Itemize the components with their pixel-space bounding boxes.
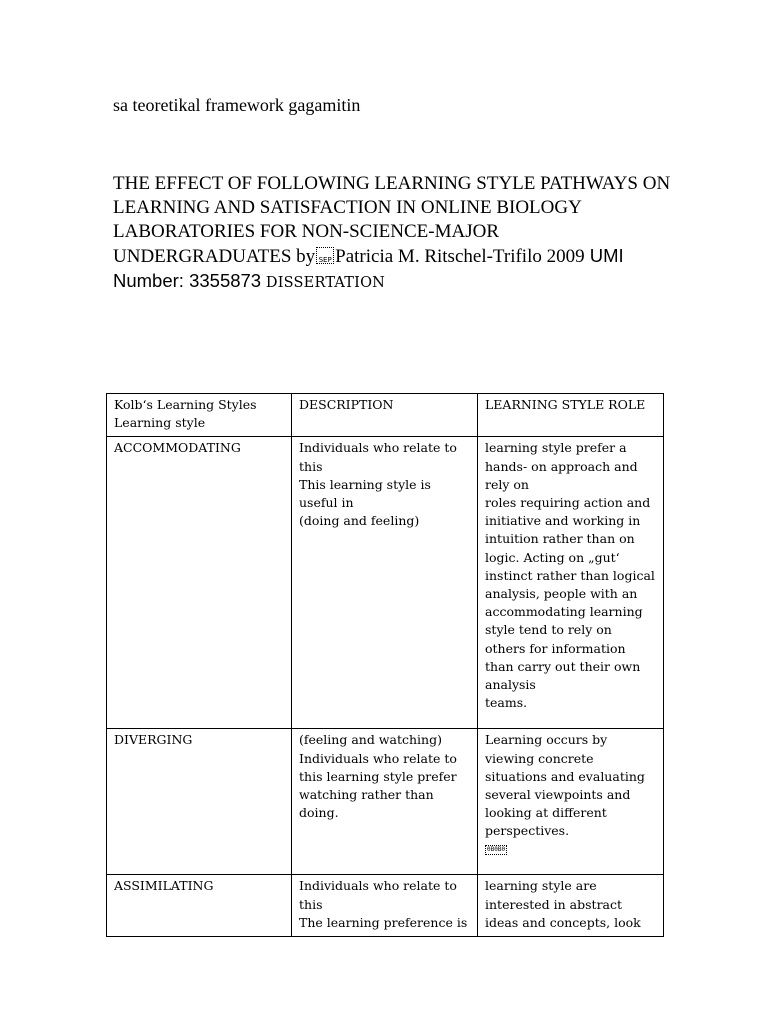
role-cell (478, 729, 664, 875)
dissertation-title (113, 172, 673, 295)
role-line: viewing concrete (485, 750, 594, 766)
role-cell (478, 437, 664, 729)
dissertation-label: DISSERTATION (261, 275, 386, 291)
author-and-year: Patricia M. Ritschel-Trifilo 2009 (335, 246, 585, 267)
kolb-learning-styles-table (106, 393, 664, 937)
description-line: Individuals who relate to (299, 878, 457, 894)
description-line: (feeling and watching) (299, 732, 442, 748)
role-line: interested in abstract (485, 896, 623, 912)
description-line: The learning preference is (299, 914, 468, 930)
style-cell (107, 875, 292, 937)
style-name: DIVERGING (114, 732, 193, 748)
table-row (107, 875, 664, 937)
role-line: learning style prefer a (485, 440, 627, 456)
title-text: THE EFFECT OF FOLLOWING LEARNING STYLE PATHWAYS ON LEARNING AND SATISFACTION IN ONLINE BIOLOGY LABORATORIES FOR NON-SCIENCE-MAJOR UNDERGRADUATES by (113, 173, 671, 267)
document-subtitle: sa teoretikal framework gagamitin (113, 95, 361, 115)
role-line: Learning occurs by (485, 732, 608, 748)
description-line: (doing and feeling) (299, 513, 420, 529)
unknown-glyph-icon: 0B0B0 (487, 846, 506, 854)
role-line: roles requiring action and (485, 495, 651, 511)
header-text: LEARNING STYLE ROLE (485, 397, 646, 412)
description-line: watching rather than (299, 787, 434, 803)
description-line: useful in (299, 495, 354, 511)
header-cell-learning-style (107, 394, 292, 437)
role-glyph-line (485, 841, 658, 859)
header-cell-role (478, 394, 664, 437)
description-line: This learning style is (299, 476, 431, 492)
role-line: teams. (485, 695, 528, 711)
table-row (107, 729, 664, 875)
header-text: Learning style (114, 415, 206, 431)
description-line: Individuals who relate to (299, 440, 457, 456)
role-line: initiative and working in (485, 513, 641, 529)
role-line: intuition rather than on (485, 531, 635, 547)
role-cell (478, 875, 664, 937)
role-line: ideas and concepts, look (485, 914, 641, 930)
description-cell (292, 437, 478, 729)
description-line: doing. (299, 805, 339, 821)
role-line: rely on (485, 476, 529, 492)
description-line: Individuals who relate to (299, 750, 457, 766)
description-line: this (299, 458, 323, 474)
sep-glyph-icon: SEP (316, 247, 334, 264)
role-line: perspectives. (485, 823, 570, 839)
style-name: ASSIMILATING (114, 878, 214, 894)
role-line: than carry out their own (485, 658, 641, 674)
role-line: style tend to rely on (485, 622, 612, 638)
role-line: instinct rather than logical (485, 567, 655, 583)
description-line: this (299, 896, 323, 912)
style-name: ACCOMMODATING (114, 440, 241, 456)
style-cell (107, 437, 292, 729)
description-line: this learning style prefer (299, 768, 457, 784)
role-line: accommodating learning (485, 604, 643, 620)
role-line: logic. Acting on „gut‘ (485, 549, 620, 565)
role-line: analysis (485, 677, 536, 693)
role-line: hands- on approach and (485, 458, 638, 474)
role-line: others for information (485, 640, 626, 656)
role-line: looking at different (485, 805, 607, 821)
table-row (107, 437, 664, 729)
role-line: learning style are (485, 878, 597, 894)
header-text: DESCRIPTION (299, 397, 394, 412)
role-line: analysis, people with an (485, 586, 638, 602)
header-cell-description (292, 394, 478, 437)
description-cell (292, 729, 478, 875)
style-cell (107, 729, 292, 875)
role-line: several viewpoints and (485, 787, 631, 803)
header-text: Kolb‘s Learning Styles (114, 397, 257, 412)
table-header-row (107, 394, 664, 437)
role-line: situations and evaluating (485, 768, 645, 784)
umi-number: UMI Number: 3355873 (113, 245, 624, 291)
description-cell (292, 875, 478, 937)
